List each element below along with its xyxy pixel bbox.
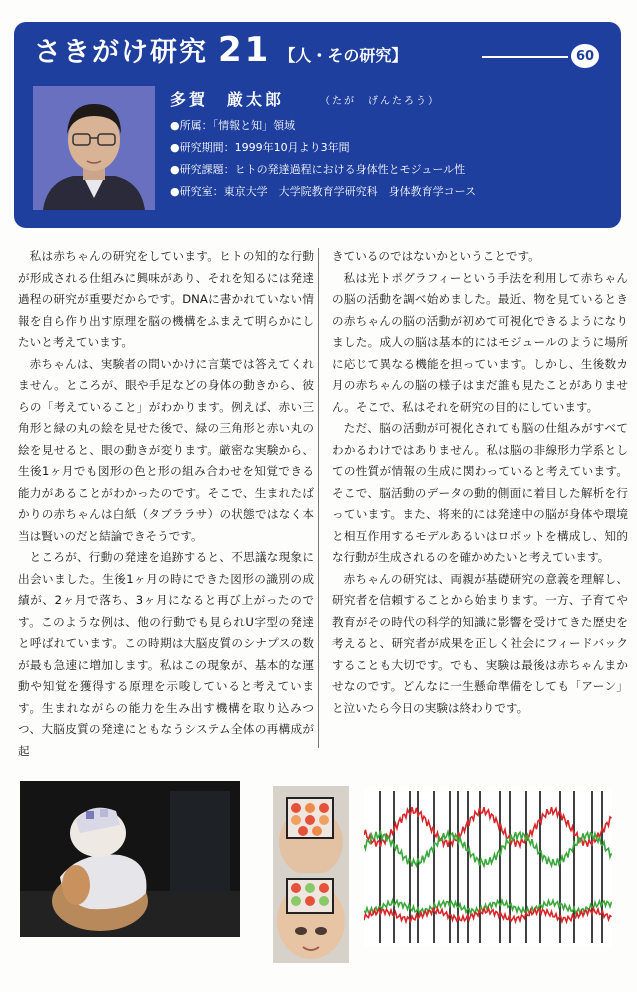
researcher-name: 多賀 厳太郎 (170, 90, 285, 109)
research-topic: ●研究課題：ヒトの発達過程における身体性とモジュール性 (170, 163, 466, 176)
page-title (34, 30, 407, 70)
paragraph: きているのではないかということです。 (332, 249, 540, 263)
head-activation-map-bottom (273, 873, 349, 963)
series-number: 21 (218, 30, 272, 70)
page-number-badge: 60 (571, 44, 599, 68)
right-column (332, 246, 628, 719)
title-rule (482, 56, 568, 58)
paragraph: 私は赤ちゃんの研究をしています。ヒトの知的な行動が形成される仕組みに興味があり、それを知るには発達過程の研究が重要だからです。DNAに書かれていない情報を自ら作り出す原理を脳の機構をふまえて明らかにしたいと考えています。 (18, 249, 314, 349)
paragraph: 赤ちゃんは、実験者の問いかけに言葉では答えてくれません。ところが、眼や手足などの身体の動きから、彼らの「考えていること」がわかります。例えば、赤い三角形と緑の丸の絵を見せた後で、緑の三角形と赤い丸の絵を見せると、眼の動きが変ります。厳密な実験から、生後1ヶ月でも図形の色と形の組み合わせを知覚できる能力があることがわかったのです。そこで、生まれたばかりの赤ちゃんは白紙（タブララサ）の状態ではなく本当は賢いのだと結論できそうです。 (18, 356, 314, 543)
series-title: さきがけ研究 (34, 37, 208, 68)
baby-experiment-photo (20, 781, 240, 937)
paragraph: ただ、脳の活動が可視化されても脳の仕組みがすべてわかるわけではありません。私は脳の非線形力学系としての性質が情報の生成に関わっていると考えています。そこで、脳活動のデータの動的側面に着目した解析を行っています。また、将来的には発達中の脳が身体や環境と相互作用するモデルあるいはロボットを構成し、知的な行動が生成されるのを確かめたいと考えています。 (332, 421, 628, 564)
section-subtitle: 【人・その研究】 (279, 46, 408, 65)
column-divider (318, 248, 319, 748)
brain-signal-graph (364, 787, 612, 947)
head-activation-map-top (273, 786, 349, 876)
research-period: ●研究期間：1999年10月より3年間 (170, 141, 350, 154)
laboratory: ●研究室：東京大学 大学院教育学研究科 身体教育学コース (170, 185, 477, 198)
paragraph: 赤ちゃんの研究は、両親が基礎研究の意義を理解し、研究者を信頼することから始まります。一方、子育てや教育がその時代の科学的知識に影響を受けてきた歴史を考えると、研究者が成果を正しく社会にフィードバックすることも大切です。でも、実験は最後は赤ちゃんまかせなのです。どんなに一生懸命準備をしても「アーン」と泣いたら今日の実験は終わりです。 (332, 571, 628, 715)
paragraph: 私は光トポグラフィーという手法を利用して赤ちゃんの脳の活動を調べ始めました。最近、物を見ているときの赤ちゃんの脳の活動が初めて可視化できるようになりました。成人の脳は基本的にはモジュールのように場所に応じて異なる機能を担っています。しかし、生後数カ月の赤ちゃんの脳の様子はまだ誰も見たことがありません。そこで、私はそれを研究の目的にしています。 (332, 270, 628, 414)
paragraph: ところが、行動の発達を追跡すると、不思議な現象に出会いました。生後1ヶ月の時にできた図形の識別の成績が、2ヶ月で落ち、3ヶ月になると再び上がったのです。このような例は、他の行動でも見られU字型の発達と呼ばれています。この時期は大脳皮質のシナプスの数が最も急速に増加します。私はこの現象が、基本的な運動や知覚を獲得する原理を示唆していると考えています。生まれながらの能力を生み出す機構を取り込みつつ、大脳皮質の発達にともなうシステム全体の再構成が起 (18, 550, 314, 758)
affiliation: ●所属：「情報と知」領域 (170, 119, 296, 132)
researcher-portrait (33, 86, 155, 210)
left-column (18, 246, 314, 762)
name-reading: （たが げんたろう） (320, 96, 440, 107)
